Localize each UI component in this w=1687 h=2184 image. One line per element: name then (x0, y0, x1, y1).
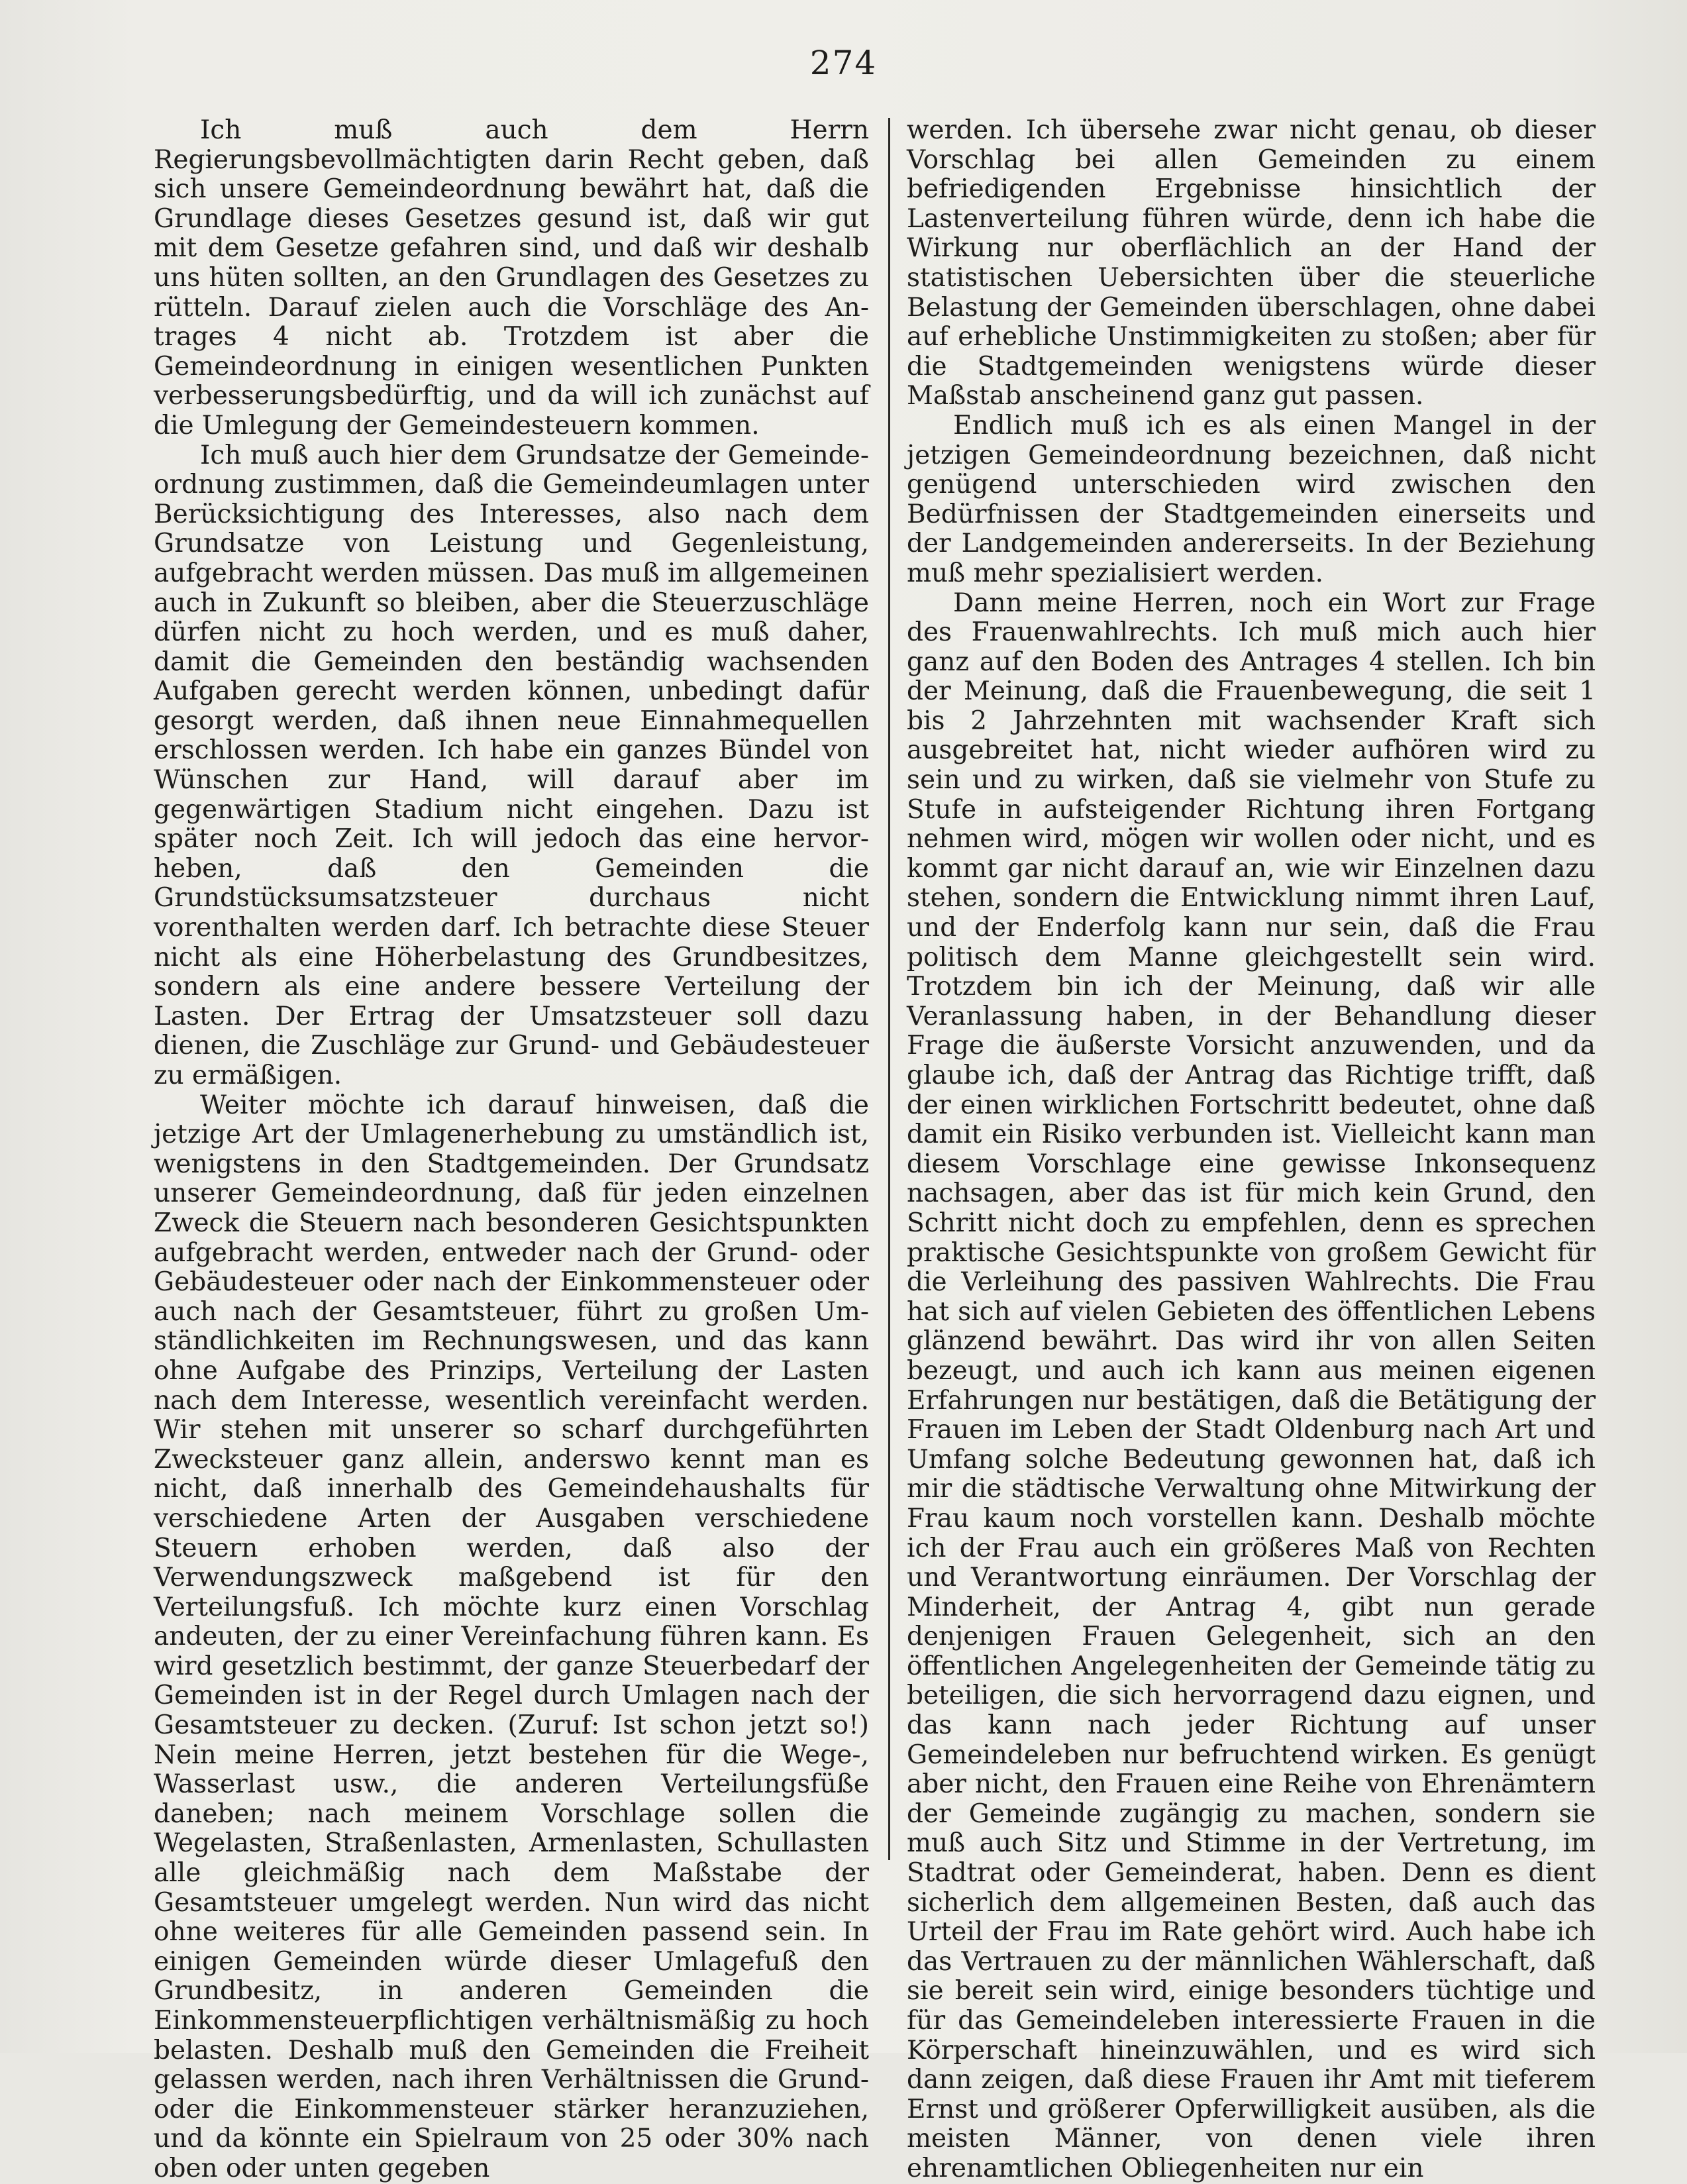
paragraph: Ich muß auch dem Herrn Regierungsbevollmächtigten darin Recht geben, daß sich unsere Gemeindeordnung bewährt hat, daß die Grundlage dieses Gesetzes gesund ist, daß wir gut mit dem Gesetze gefahren sind, und daß wir deshalb uns hüten sollten, an den Grundlagen des Gesetzes zu rütteln. Darauf zielen auch die Vorschläge des Antrages 4 nicht ab. Trotzdem ist aber die Gemeindeordnung in einigen wesentlichen Punkten verbesserungsbedürftig, und da will ich zunächst auf die Umlegung der Gemeindesteuern kommen. (154, 115, 869, 441)
paragraph-continued: werden. Ich übersehe zwar nicht genau, ob dieser Vorschlag bei allen Gemeinden zu einem befriedigenden Ergebnisse hinsichtlich der Lastenverteilung führen würde, denn ich habe die Wirkung nur oberflächlich an der Hand der statistischen Uebersichten über die steuerliche Belastung der Gemeinden überschlagen, ohne dabei auf erhebliche Unstimmigkeiten zu stoßen; aber für die Stadtgemeinden wenigstens würde dieser Maßstab anscheinend ganz gut passen. (907, 115, 1596, 411)
paragraph: Weiter möchte ich darauf hinweisen, daß die jetzige Art der Umlagenerhebung zu umständlich ist, wenigstens in den Stadtgemeinden. Der Grundsatz unserer Gemeindeordnung, daß für jeden einzelnen Zweck die Steuern nach besonderen Gesichtspunkten aufgebracht werden, entweder nach der Grund- oder Gebäudesteuer oder nach der Einkommensteuer oder auch nach der Gesamtsteuer, führt zu großen Umständlichkeiten im Rechnungswesen, und das kann ohne Aufgabe des Prinzips, Verteilung der Lasten nach dem Interesse, wesentlich vereinfacht werden. Wir stehen mit unserer so scharf durchgeführten Zwecksteuer ganz allein, anderswo kennt man es nicht, daß innerhalb des Gemeindehaushalts für verschiedene Arten der Ausgaben verschiedene Steuern erhoben werden, daß also der Verwendungszweck maßgebend ist für den Verteilungsfuß. Ich möchte kurz einen Vorschlag andeuten, der zu einer Vereinfachung führen kann. Es wird gesetzlich bestimmt, der ganze Steuerbedarf der Gemeinden ist in der Regel durch Umlagen nach der Gesamtsteuer zu decken. (Zuruf: Ist schon jetzt so!) Nein meine Herren, jetzt bestehen für die Wege-, Wasserlast usw., die anderen Verteilungsfüße daneben; nach meinem Vorschlage sollen die Wegelasten, Straßenlasten, Armenlasten, Schullasten alle gleichmäßig nach dem Maßstabe der Gesamtsteuer umgelegt werden. Nun wird das nicht ohne weiteres für alle Gemeinden passend sein. In einigen Gemeinden würde dieser Umlagefuß den Grundbesitz, in anderen Gemeinden die Einkommensteuerpflichtigen verhältnismäßig zu hoch belasten. Deshalb muß den Gemeinden die Freiheit gelassen werden, nach ihren Verhältnissen die Grund- oder die Einkommensteuer stärker heranzuziehen, und da könnte ein Spielraum von 25 oder 30% nach oben oder unten gegeben (154, 1090, 869, 2183)
right-column (907, 115, 1596, 2183)
paragraph: Endlich muß ich es als einen Mangel in der jetzigen Gemeindeordnung bezeichnen, daß nicht genügend unterschieden wird zwischen den Bedürfnissen der Stadtgemeinden einerseits und der Landgemeinden andererseits. In der Beziehung muß mehr spezialisiert werden. (907, 410, 1596, 588)
paragraph: Dann meine Herren, noch ein Wort zur Frage des Frauenwahlrechts. Ich muß mich auch hier ganz auf den Boden des Antrages 4 stellen. Ich bin der Meinung, daß die Frauenbewegung, die seit 1 bis 2 Jahrzehnten mit wachsender Kraft sich ausgebreitet hat, nicht wieder aufhören wird zu sein und zu wirken, daß sie vielmehr von Stufe zu Stufe in aufsteigender Richtung ihren Fortgang nehmen wird, mögen wir wollen oder nicht, und es kommt gar nicht darauf an, wie wir Einzelnen dazu stehen, sondern die Entwicklung nimmt ihren Lauf, und der Enderfolg kann nur sein, daß die Frau politisch dem Manne gleichgestellt sein wird. Trotzdem bin ich der Meinung, daß wir alle Veranlassung haben, in der Behandlung dieser Frage die äußerste Vorsicht anzuwenden, und da glaube ich, daß der Antrag das Richtige trifft, daß der einen wirklichen Fortschritt bedeutet, ohne daß damit ein Risiko verbunden ist. Vielleicht kann man diesem Vorschlage eine gewisse Inkonsequenz nachsagen, aber das ist für mich kein Grund, den Schritt nicht doch zu empfehlen, denn es sprechen praktische Gesichtspunkte von großem Gewicht für die Verleihung des passiven Wahlrechts. Die Frau hat sich auf vielen Gebieten des öffentlichen Lebens glänzend bewährt. Das wird ihr von allen Seiten bezeugt, und auch ich kann aus meinen eigenen Erfahrungen nur bestätigen, daß die Betätigung der Frauen im Leben der Stadt Oldenburg nach Art und Umfang solche Bedeutung gewonnen hat, daß ich mir die städtische Verwaltung ohne Mitwirkung der Frau kaum noch vorstellen kann. Deshalb möchte ich der Frau auch ein größeres Maß von Rechten und Verantwortung einräumen. Der Vorschlag der Minderheit, der Antrag 4, gibt nun gerade denjenigen Frauen Gelegenheit, sich an den öffentlichen Angelegenheiten der Gemeinde tätig zu beteiligen, die sich hervorragend dazu eignen, und das kann nach jeder Richtung auf unser Gemeindeleben nur befruchtend wirken. Es genügt aber nicht, den Frauen eine Reihe von Ehrenämtern der Gemeinde zugängig zu machen, sondern sie muß auch Sitz und Stimme in der Vertretung, im Stadtrat oder Gemeinderat, haben. Denn es dient sicherlich dem allgemeinen Besten, daß auch das Urteil der Frau im Rate gehört wird. Auch habe ich das Vertrauen zu der männlichen Wählerschaft, daß sie bereit sein wird, einige besonders tüchtige und für das Gemeindeleben interessierte Frauen in die Körperschaft hineinzuwählen, und es wird sich dann zeigen, daß diese Frauen ihr Amt mit tieferem Ernst und größerer Opferwilligkeit ausüben, als die meisten Männer, von denen viele ihren ehrenamtlichen Obliegenheiten nur ein (907, 588, 1596, 2183)
paragraph: Ich muß auch hier dem Grundsatze der Gemeindeordnung zustimmen, daß die Gemeindeumlagen unter Berücksichtigung des Interesses, also nach dem Grundsatze von Leistung und Gegenleistung, aufgebracht werden müssen. Das muß im allgemeinen auch in Zukunft so bleiben, aber die Steuerzuschläge dürfen nicht zu hoch werden, und es muß daher, damit die Gemeinden den beständig wachsenden Aufgaben gerecht werden können, unbedingt dafür gesorgt werden, daß ihnen neue Einnahmequellen erschlossen werden. Ich habe ein ganzes Bündel von Wünschen zur Hand, will darauf aber im gegenwärtigen Stadium nicht eingehen. Dazu ist später noch Zeit. Ich will jedoch das eine hervorheben, daß den Gemeinden die Grundstücksumsatzsteuer durchaus nicht vorenthalten werden darf. Ich betrachte diese Steuer nicht als eine Höherbelastung des Grundbesitzes, sondern als eine andere bessere Verteilung der Lasten. Der Ertrag der Umsatzsteuer soll dazu dienen, die Zuschläge zur Grund- und Gebäudesteuer zu ermäßigen. (154, 440, 869, 1090)
left-column (154, 115, 869, 2183)
column-divider (888, 118, 890, 1860)
page-number: 274 (809, 44, 878, 82)
